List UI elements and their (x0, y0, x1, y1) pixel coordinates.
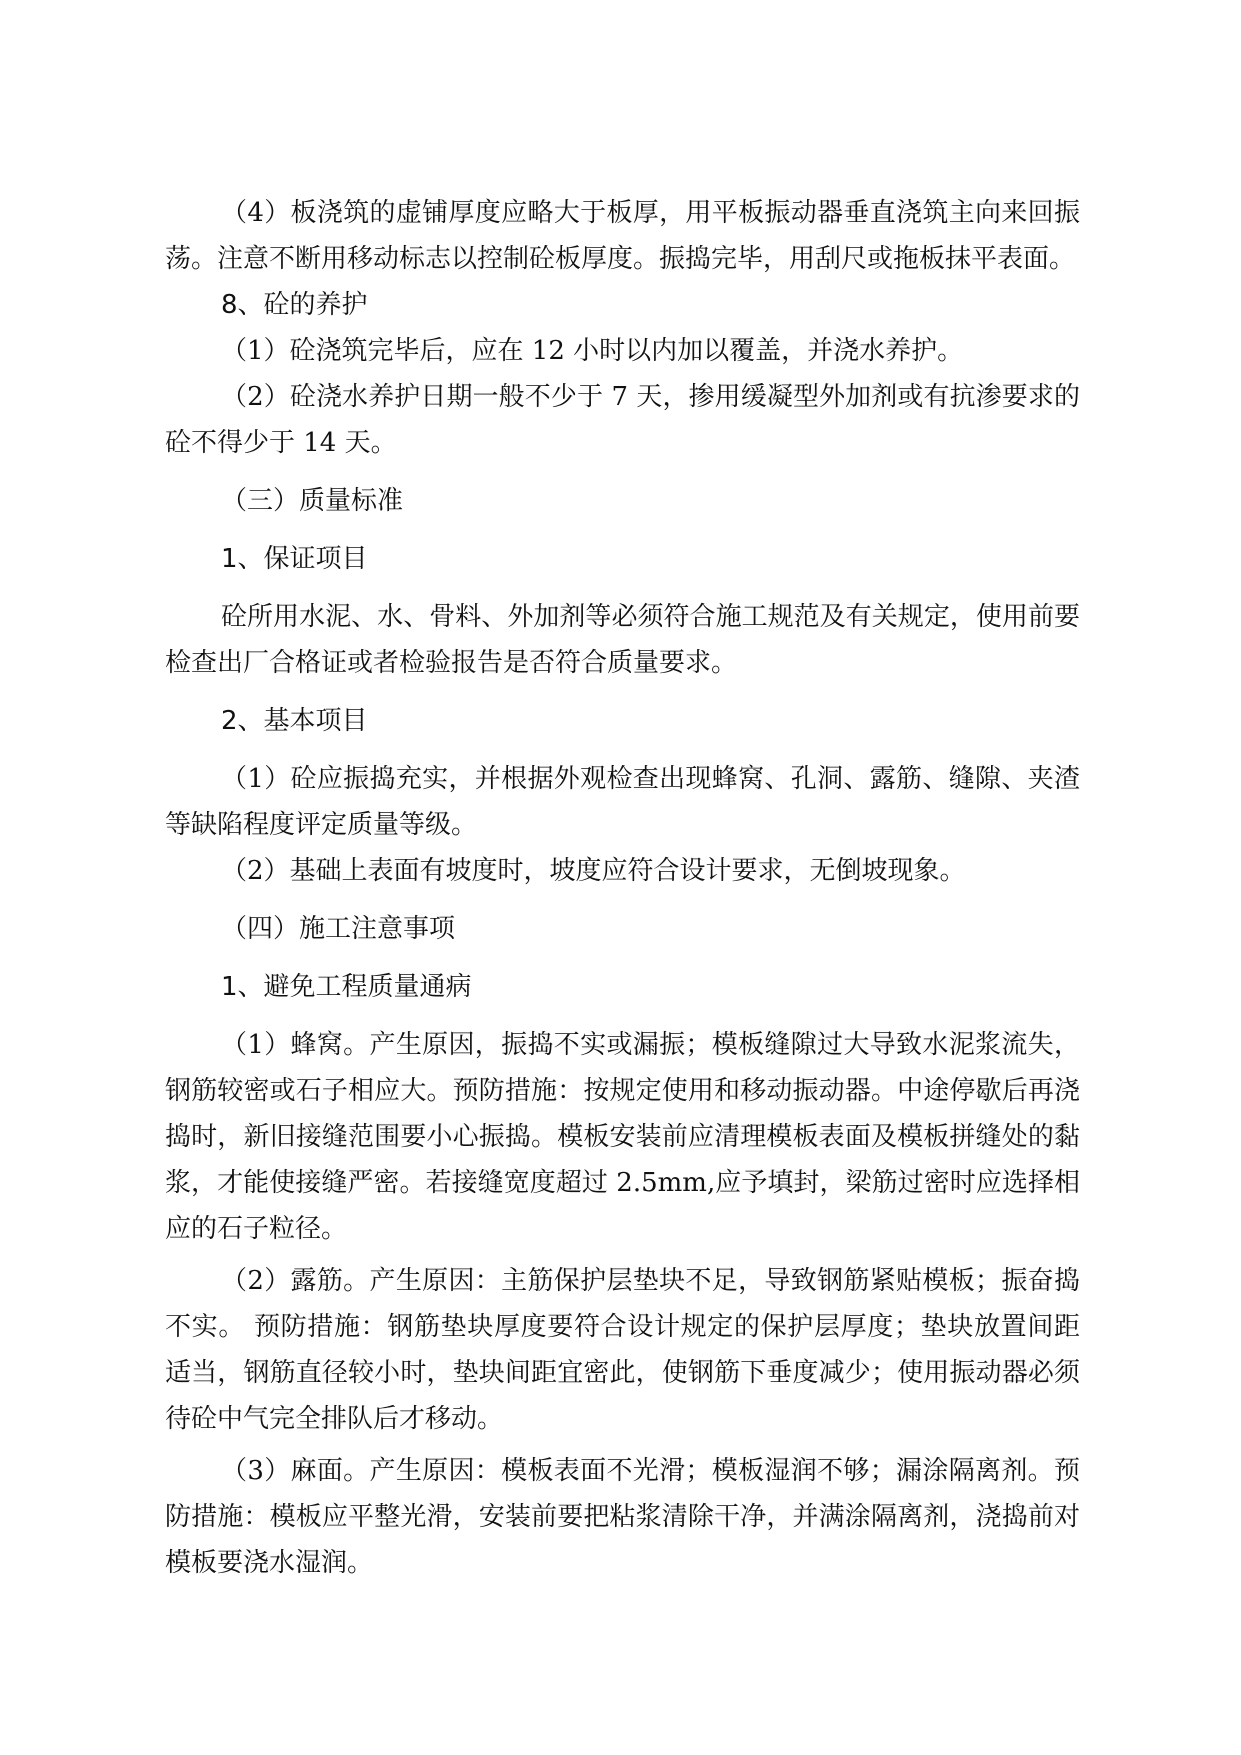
paragraph-exposed-rebar: （2）露筋。产生原因：主筋保护层垫块不足，导致钢筋紧贴模板；振奋捣不实。 预防措施：钢筋垫块厚度要符合设计规定的保护层厚度；垫块放置间距适当，钢筋直径较小时，垫块间距宜密此，使钢筋下垂度减少；使用振动器必须待砼中气完全排队后才移动。 (165, 1266, 1080, 1434)
paragraph-honeycomb: （1）蜂窝。产生原因，振捣不实或漏振；模板缝隙过大导致水泥浆流失，钢筋较密或石子相应大。预防措施：按规定使用和移动振动器。中途停歇后再浇捣时，新旧接缝范围要小心振捣。模板安装前应清理模板表面及模板拼缝处的黏浆，才能使接缝严密。若接缝宽度超过 2.5mm,应予填封，梁筋过密时应选择相应的石子粒径。 (165, 1030, 1080, 1244)
heading-avoid-defects: 1、避免工程质量通病 (221, 972, 472, 1002)
paragraph-materials-requirement: 砼所用水泥、水、骨料、外加剂等必须符合施工规范及有关规定，使用前要检查出厂合格证或者检验报告是否符合质量要求。 (165, 602, 1080, 678)
paragraph-curing-cover: （1）砼浇筑完毕后，应在 12 小时以内加以覆盖，并浇水养护。 (221, 336, 964, 366)
paragraph-slab-pouring: （4）板浇筑的虚铺厚度应略大于板厚，用平板振动器垂直浇筑主向来回振荡。注意不断用移动标志以控制砼板厚度。振捣完毕，用刮尺或拖板抹平表面。 (165, 198, 1080, 274)
document-body (165, 190, 1080, 1586)
heading-construction-notes: （四）施工注意事项 (221, 914, 456, 944)
paragraph-curing-duration: （2）砼浇水养护日期一般不少于 7 天，掺用缓凝型外加剂或有抗渗要求的砼不得少于 14 天。 (165, 382, 1080, 458)
paragraph-pitted-surface: （3）麻面。产生原因：模板表面不光滑；模板湿润不够；漏涂隔离剂。预防措施：模板应平整光滑，安装前要把粘浆清除干净，并满涂隔离剂，浇捣前对模板要浇水湿润。 (165, 1456, 1080, 1578)
paragraph-vibration-quality: （1）砼应振捣充实，并根据外观检查出现蜂窝、孔洞、露筋、缝隙、夹渣等缺陷程度评定质量等级。 (165, 764, 1080, 840)
heading-concrete-curing: 8、砼的养护 (221, 290, 368, 320)
paragraph-slope-requirement: （2）基础上表面有坡度时，坡度应符合设计要求，无倒坡现象。 (221, 856, 966, 886)
heading-basic-items: 2、基本项目 (221, 706, 368, 736)
heading-guarantee-items: 1、保证项目 (221, 544, 368, 574)
heading-quality-standard: （三）质量标准 (221, 486, 404, 516)
